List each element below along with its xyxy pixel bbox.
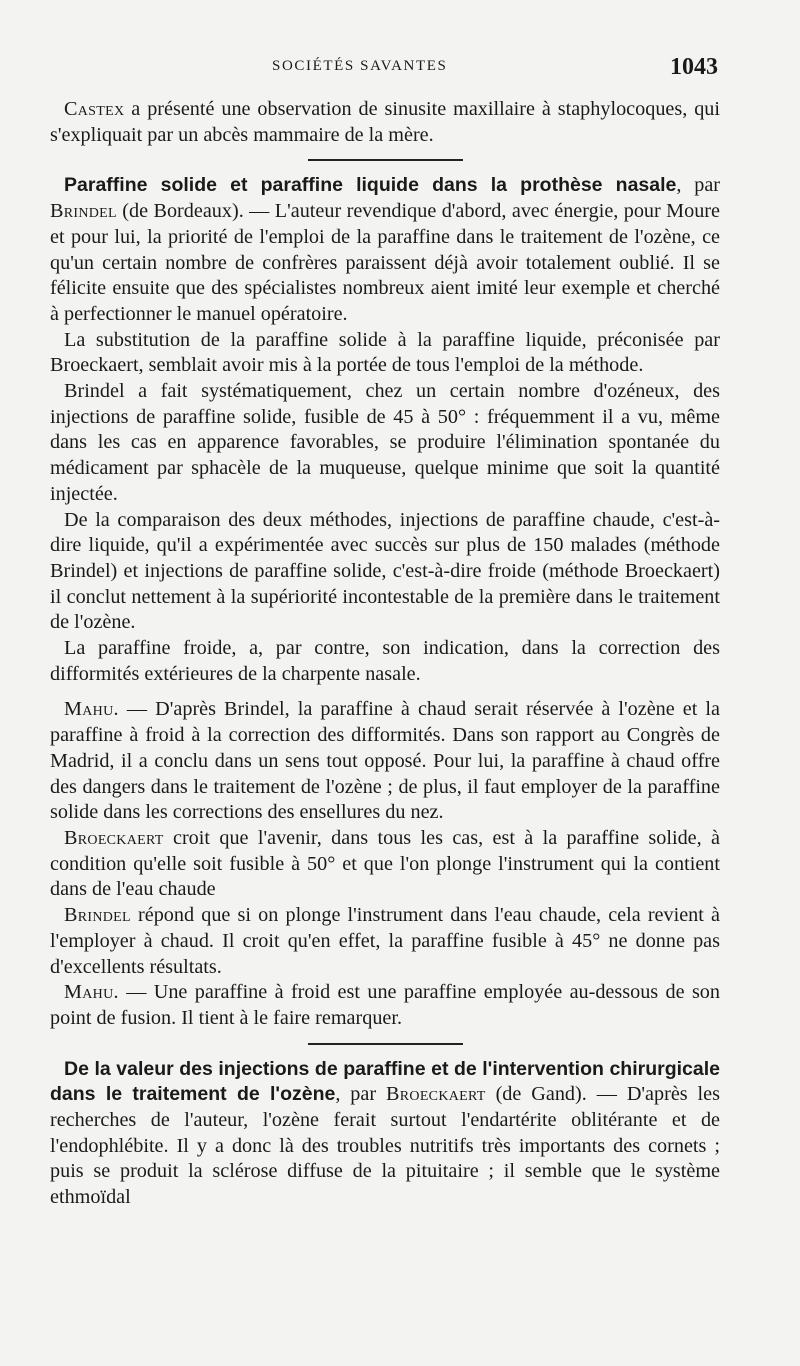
running-title: SOCIÉTÉS SAVANTES (272, 58, 448, 74)
article-by: , par (335, 1083, 387, 1106)
speaker-name: Brindel (64, 904, 131, 927)
article1-paragraph-5: La paraffine froide, a, par contre, son indication, dans la correction des difformités extérieures de la charpente nasale. (50, 637, 720, 685)
page-header (0, 52, 800, 86)
article1-paragraph-3: Brindel a fait systématiquement, chez un certain nombre d'ozéneux, des injections de paraffine solide, fusible de 45 à 50° : fréquemment il a vu, même dans les cas en apparence favorables, se produire l'élimination spontanée du médicament par sphacèle de la muqueuse, quelque minime que soit la quantité injectée. (50, 380, 720, 505)
author-name: Castex (64, 98, 125, 120)
article-title: Paraffine solide et paraffine liquide dans la prothèse nasale (64, 174, 677, 197)
article-author: Brindel (50, 200, 117, 223)
paragraph-text: a présenté une observation de sinusite maxillaire à staphylocoques, qui s'expliquait par un abcès mammaire de la mère. (50, 98, 720, 146)
paragraph-text: croit que l'avenir, dans tous les cas, est à la paraffine solide, à condition qu'elle soit fusible à 50° et que l'on plonge l'instrument qui la contient dans de l'eau chaude (50, 826, 720, 901)
article1-paragraph-4: De la comparaison des deux méthodes, injections de paraffine chaude, c'est-à-dire liquide, qu'il a expérimentée avec succès sur plus de 150 malades (méthode Brindel) et injections de paraffine solide, c'est-à-dire froide (méthode Broeckaert) il conclut nettement à la supériorité incontestable de la première dans le traitement de l'ozène. (50, 508, 720, 634)
brindel-reply (50, 903, 720, 980)
article-author: Broeckaert (386, 1083, 486, 1106)
page-number: 1043 (670, 54, 718, 80)
paragraph-text: (de Bordeaux). — L'auteur revendique d'abord, avec énergie, pour Moure et pour lui, la priorité de l'emploi de la paraffine dans le traitement de l'ozène, ce qu'un certain nombre de confrères paraissent déjà avoir totalement oublié. Il se félicite ensuite que des spécialistes nombreux aient imité leur exemple et cherché à perfectionner le manuel opératoire. (50, 200, 720, 325)
mahu-comment-2 (50, 980, 720, 1031)
spacer (50, 687, 720, 697)
castex-paragraph (50, 97, 720, 148)
mahu-comment-1 (50, 697, 720, 826)
paragraph-text: (de Gand). — D'après les recherches de l'auteur, l'ozène ferait surtout l'endartérite oblitérante et de l'endophlébite. Il y a donc là des troubles nutritifs très importants des cornets ; puis se produit la sclérose diffuse de la pituitaire ; il semble que le système ethmoïdal (50, 1083, 720, 1209)
section-divider (308, 1043, 463, 1045)
section-divider (308, 159, 463, 161)
article1-paragraph-2: La substitution de la paraffine solide à la paraffine liquide, préconisée par Broeckaert, semblait avoir mis à la portée de tous l'emploi de la méthode. (50, 328, 720, 377)
paragraph-text: répond que si on plonge l'instrument dans l'eau chaude, cela revient à l'employer à chaud. Il croit qu'en effet, la paraffine fusible à 45° ne donne pas d'excellents résultats. (50, 904, 720, 978)
speaker-name: Broeckaert (64, 826, 164, 849)
speaker-name: Mahu. (64, 981, 119, 1004)
article-by: , par (676, 174, 720, 197)
speaker-name: Mahu. (64, 698, 119, 721)
paragraph-text: — D'après Brindel, la paraffine à chaud serait réservée à l'ozène et la paraffine à froid à la correction des difformités. Dans son rapport au Congrès de Madrid, il a conclu dans un sens tout opposé. Pour lui, la paraffine à chaud offre des dangers dans le traitement de l'ozène ; de plus, il faut employer de la paraffine solide dans les corrections des ensellures du nez. (50, 698, 720, 824)
article-title: De la valeur des injections de paraffine et de l'intervention chirurgicale dans le traitement de l'ozène (50, 1057, 720, 1106)
article1-lead-paragraph (50, 173, 720, 327)
page-body (50, 97, 720, 1211)
paragraph-text: — Une paraffine à froid est une paraffine employée au-dessous de son point de fusion. Il tient à le faire remarquer. (50, 981, 720, 1029)
broeckaert-comment (50, 826, 720, 903)
article2-lead-paragraph (50, 1057, 720, 1211)
